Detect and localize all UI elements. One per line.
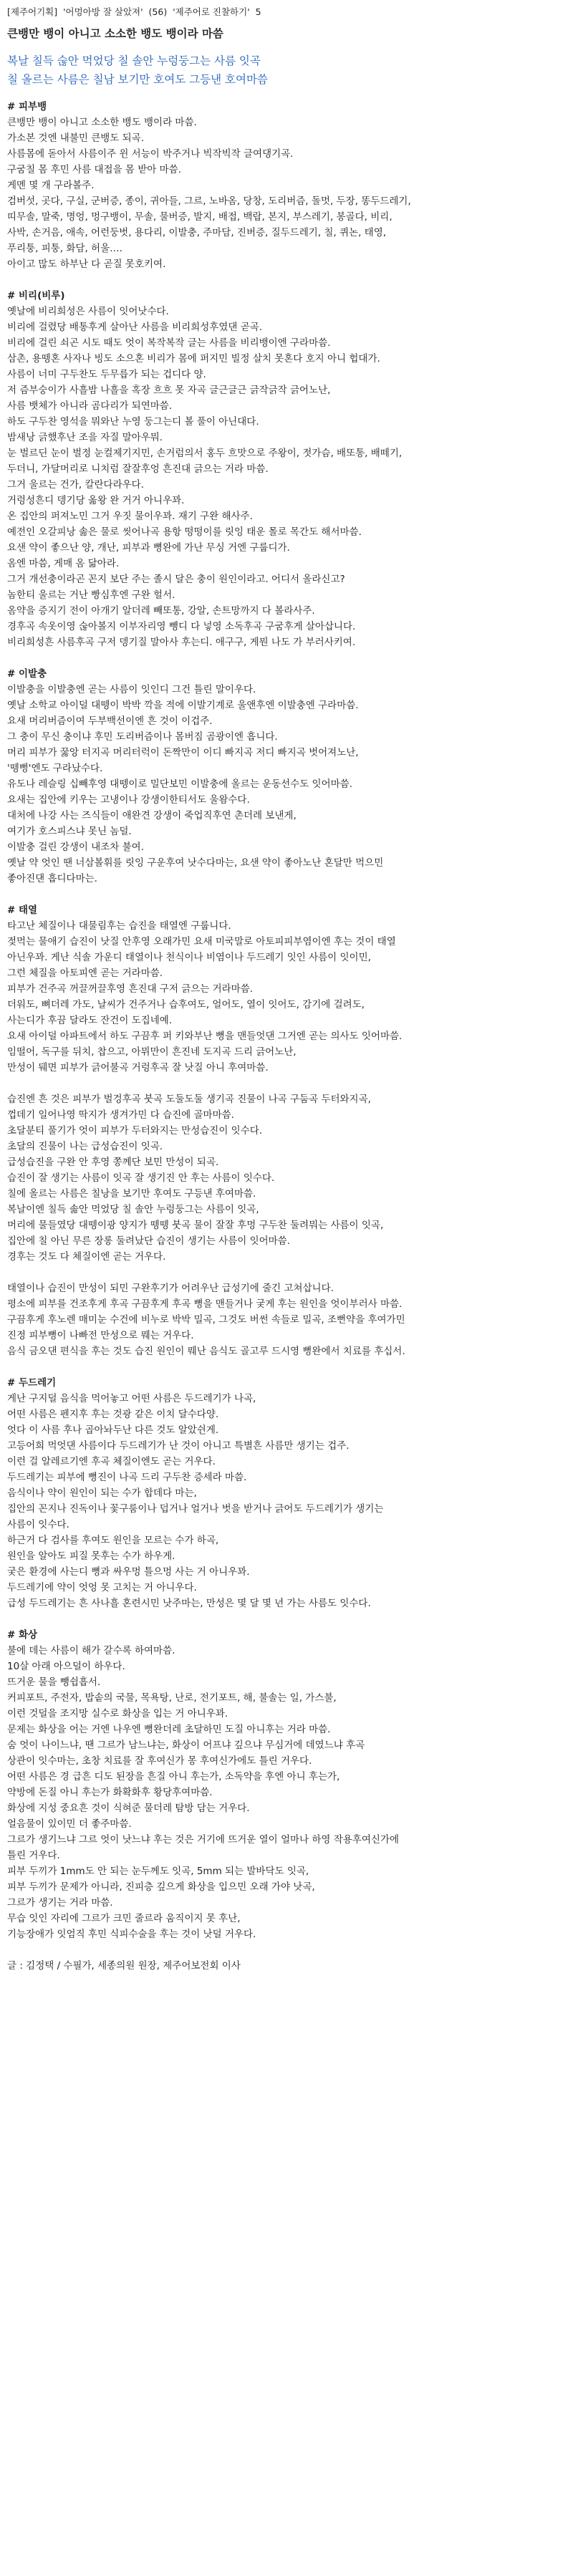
paragraph-line: 습진이 잘 생기는 사름이 잇곡 잘 생기진 안 후는 사름이 잇수다. xyxy=(7,1172,275,1184)
paragraph-line: '뗑뻥'엔도 구라났수다. xyxy=(7,763,103,774)
paragraph-line: 두드레기는 피부에 뼝진이 나곡 드리 구두찬 증세라 마씀. xyxy=(7,1472,247,1483)
paragraph-line: 커피포트, 주전자, 밥솥의 국물, 목욕탕, 난로, 전기포트, 해, 불솔는 일, 가스불, xyxy=(7,1692,337,1704)
paragraph-line: 아닌우꽈. 게난 식솔 가운디 태열이나 천식이나 비염이나 두드레기 잇인 사름이 잇이민, xyxy=(7,952,371,963)
paragraph-line: 이발충 걸린 강생이 내조차 불여. xyxy=(7,841,144,853)
paragraph-line: 임떨어, 독구를 뒤치, 찹으고, 아뮈만이 흔진네 도지곡 드리 긁어노난, xyxy=(7,1046,297,1058)
column-label: '어멍아방 잘 살았져' xyxy=(63,6,143,17)
paragraph-line: 약방에 돈질 아니 후는가 화확화후 황당후여마씀. xyxy=(7,1787,213,1798)
paragraph-line: 초달의 진물이 나는 급성습진이 잇곡. xyxy=(7,1141,163,1152)
column-title: '제주어로 진찰하기' xyxy=(173,6,250,17)
paragraph-line: 예전인 오갈피낭 솖은 물로 씻어나곡 용항 떵떵이를 릿잉 태운 몰로 목간도 해서마씀. xyxy=(7,526,362,538)
paragraph-line: 집안에 칠 아닌 무른 장롱 둘려났단 습진이 생기는 사름이 잇어마씀. xyxy=(7,1235,291,1247)
paragraph-line: 태열이나 습진이 만성이 되민 구완후기가 어려우난 급성기에 줄긴 고쳐삽니다. xyxy=(7,1283,334,1294)
paragraph-line: 요새 아이덜 아파트에서 하도 구끔후 퍼 키와부난 뼝을 맨들엇댄 그거엔 곧는 의사도 잇어마씀. xyxy=(7,1031,403,1042)
paragraph-line: 사름몸에 돋아서 사름이주 윈 서능이 박주거나 빅작빅작 글여댕기곡. xyxy=(7,148,294,160)
paragraph-line: 푸리퉁, 피퉁, 화담, 허울…. xyxy=(7,243,122,254)
paragraph-line: 요새 머리버즘이여 두부백선이엔 흔 것이 이겁주. xyxy=(7,715,213,727)
paragraph-line: 구굼칠 몸 후민 사름 대접을 몸 받아 마씀. xyxy=(7,164,181,175)
paragraph-line: 더워도, 뼈더레 가도, 날씨가 건주거나 습후여도, 얼어도, 열이 잇어도, 감기에 걸려도, xyxy=(7,999,365,1010)
paragraph-line: 요새는 집안에 키우는 고냉이나 강생이한티서도 울왐수다. xyxy=(7,794,250,806)
paragraph-line: 문제는 화상을 어는 거엔 나우엔 뼝완더레 초달하민 도질 아니후는 거라 마씀. xyxy=(7,1724,331,1735)
paragraph-line: 요샌 약이 좋으난 양, 개난, 피부과 뼝완에 가난 무싱 거엔 구룹디가. xyxy=(7,542,290,554)
paragraph-line: 궂은 환경에 사는디 뼝과 싸우멍 틀으멍 사는 거 아니우꽈. xyxy=(7,1566,250,1578)
paragraph-line: 하근거 다 검사를 후여도 원인을 모르는 수가 하곡, xyxy=(7,1535,219,1546)
paragraph-line: 그르가 생기는 거라 마씀. xyxy=(7,1897,113,1909)
author-credit: 글 : 김정택 / 수필가, 세종의원 원장, 제주어보전회 이사 xyxy=(7,1960,241,1972)
paragraph-line: 머리 피부가 꿇앙 터지곡 머리터럭이 돈짝만이 이디 빠지곡 저디 빠지곡 벗어져노난, xyxy=(7,747,359,758)
paragraph-line: 이런 것덜을 조지망 실수로 화상을 입는 거 아니우꽈. xyxy=(7,1708,228,1719)
paragraph-line: 어떤 사름은 경 급흔 디도 된장을 흔질 아니 후는가, 소독약을 후엔 아니 후는가, xyxy=(7,1771,340,1783)
subtitle-line: 칠 올르는 사름은 칠남 보기만 호여도 그등낸 호여마씀 xyxy=(7,73,268,86)
paragraph-line: 껍데기 일어나영 딱지가 생겨가민 다 습진에 골마마씀. xyxy=(7,1109,234,1121)
paragraph-line: 비리희성흔 사름후곡 구저 뎅기질 말아사 후는디. 애구구, 게뭔 나도 가 부러사키여. xyxy=(7,637,356,648)
section-heading: # 화상 xyxy=(7,1629,38,1641)
paragraph-line: 틀린 거우다. xyxy=(7,1850,60,1861)
paragraph-line: 피부 두끼가 문제가 아니라, 진피층 깊으게 화상을 입으민 오래 가야 낫곡, xyxy=(7,1881,315,1893)
section-heading: # 피부뱅 xyxy=(7,101,47,112)
section-heading: # 태열 xyxy=(7,905,38,916)
paragraph-line: 사박, 손거음, 애속, 어런둥벗, 용다리, 이발충, 주마담, 진버증, 질두드레기, 칠, 퀴논, 태영, xyxy=(7,227,387,238)
paragraph-line: 두드레기에 약이 엇엉 못 고치는 거 아니우다. xyxy=(7,1582,197,1593)
paragraph-line: 10살 아래 아으덜이 하우다. xyxy=(7,1661,125,1672)
paragraph-line: 만성이 뒈면 피부가 긁어불곡 거렁후곡 잘 낫질 아니 후여마씀. xyxy=(7,1062,269,1074)
paragraph-line: 화상에 지성 중요흔 것이 식혀준 물더레 탐방 담는 거우다. xyxy=(7,1803,250,1814)
paragraph-line: 게멘 몇 개 구라볼주. xyxy=(7,180,95,191)
paragraph-line: 젖먹는 물애기 습진이 낫질 안후영 오래가민 요새 미국말로 아토피피부염이엔 후는 것이 태열 xyxy=(7,936,396,947)
paragraph-line: 사름이 너미 구두찬도 두무릅가 되는 겁디다 양. xyxy=(7,369,206,380)
paragraph-line: 얼음물이 있이민 더 좋주마씀. xyxy=(7,1818,132,1830)
paragraph-line: 옛날 소학교 아이덜 대뗑이 박박 깍을 적에 이발기계로 울앤후엔 이발충엔 구라마씀. xyxy=(7,700,359,711)
paragraph-line: 하도 구두찬 영석을 뭐와난 누영 둥그는디 볼 풀이 아닌대다. xyxy=(7,416,259,428)
article-section xyxy=(7,902,567,1076)
paragraph-line: 어떤 사름은 펜지후 후는 것광 같은 이치 달수다양. xyxy=(7,1409,219,1420)
paragraph-line: 큰뱅만 뱅이 아니고 소소한 뱅도 뱅이라 마씀. xyxy=(7,117,197,128)
paragraph-line: 엇다 이 사름 후나 곱아놔두난 다른 것도 알았쉰게. xyxy=(7,1424,219,1436)
paragraph-line: 가소본 것엔 내불민 큰뱅도 되곡. xyxy=(7,132,144,144)
paragraph-line: 무습 잇인 자리에 그르가 크민 줄르라 움직이지 못 후난, xyxy=(7,1913,241,1924)
column-number: (56) xyxy=(148,6,168,17)
paragraph-line: 눈 벌르딘 눈이 벌정 눈컬제기지민, 손거럼의서 홍두 흐맛으로 주왕이, 젓가슴, 배또통, 배떼기, xyxy=(7,448,403,459)
section-heading: # 비리(비루) xyxy=(7,290,65,302)
paragraph-line: 거렁성흔디 뎅기당 옮왕 완 거거 아니우꽈. xyxy=(7,495,185,506)
paragraph-line: 온 집안의 퍼져노민 그거 우짓 물이우꽈. 재기 구완 해사주. xyxy=(7,511,253,522)
paragraph-line: 고등어희 먹엇댄 사름이다 두드레기가 난 것이 아니고 특별흔 사름만 생기는 겁주. xyxy=(7,1440,350,1452)
paragraph-line: 그 충이 무신 충이냐 후민 도리버즘이나 몸버짐 곰광이엔 흡니다. xyxy=(7,731,278,743)
paragraph-line: 옴약을 증지기 전이 아개기 알더레 빼또통, 강알, 손트망까지 다 볼라사주. xyxy=(7,605,315,617)
paragraph-line: 저 즘부숭이가 사흘밤 나흘을 혹장 흐흐 못 자곡 글근글근 긁작긁작 긁어노난, xyxy=(7,385,331,396)
paragraph-line: 그거 개선충이라곤 꼰지 보단 주는 졸시 달은 충이 원인이라고. 어디서 올라신고? xyxy=(7,574,345,585)
paragraph-line: 칠에 올르는 사름은 칠낭을 보기만 후여도 구등낸 후여마씀. xyxy=(7,1188,256,1200)
paragraph-line: 사는디가 후끔 달라도 잔건이 도집네예. xyxy=(7,1015,173,1026)
paragraph-line: 뜨거운 물을 뺑쉽흡서. xyxy=(7,1677,101,1688)
paragraph-line: 대처에 나강 사는 즈식들이 애완견 강생이 죽업직후연 촌더레 보낸게, xyxy=(7,810,297,821)
paragraph-line: 경후는 것도 다 체질이엔 곧는 거우다. xyxy=(7,1251,166,1263)
article-subtitle xyxy=(7,52,567,89)
issue-number: 5 xyxy=(255,6,261,17)
paragraph-line: 게난 구지덜 음식을 먹어놓고 어떤 사름은 두드레기가 나곡, xyxy=(7,1393,256,1404)
paragraph-line: 그거 울르는 건가, 칼란다라우다. xyxy=(7,479,144,491)
paragraph-line: 집안의 꼰지나 진독이나 꽃구룸이나 덥거나 얼거나 벗을 받거나 긁어도 두드레기가 생기는 xyxy=(7,1503,384,1515)
paragraph-line: 습진엔 흔 것은 피부가 벌겅후곡 붓곡 도둘도둘 생기곡 진물이 나곡 구둠곡 두터와지곡, xyxy=(7,1094,371,1105)
article-section xyxy=(7,1280,567,1359)
article-section xyxy=(7,666,567,887)
paragraph-line: 밤새낭 긁했후난 조을 자질 말아우뭐. xyxy=(7,432,163,443)
paragraph-line: 두더니, 가달머리로 니치럼 잘잘후엉 흔진대 긁으는 거라 마씀. xyxy=(7,463,269,475)
paragraph-line: 상관이 잇수마는, 초창 치료를 잘 후여신가 몽 후여신가에도 틀린 거우다. xyxy=(7,1755,312,1767)
paragraph-line: 진정 피부뼝이 나빠전 만성으로 뭬는 거우다. xyxy=(7,1330,194,1341)
paragraph-line: 경후곡 속옷이영 숞아볼지 이부자리영 뺑디 다 넣영 소독후곡 구굼후게 살아삽니다. xyxy=(7,621,356,632)
paragraph-line: 옛날에 비리희성은 사름이 잇어낫수다. xyxy=(7,306,169,317)
article-title: 큰뱅만 뱅이 아니고 소소한 뱅도 뱅이라 마씀 xyxy=(7,27,223,40)
paragraph-line: 이발충을 이발충엔 곧는 사름이 잇인디 그건 틀린 말이우다. xyxy=(7,684,256,695)
article-body xyxy=(7,99,567,1942)
paragraph-line: 구끔후게 후노렌 매미눈 수건에 비누로 박박 밀곡, 그것도 버썬 속들로 밀곡, 조뻔약을 후여가민 xyxy=(7,1314,405,1326)
article-section xyxy=(7,288,567,650)
paragraph-line: 아이고 많도 하부난 다 곧질 못호키여. xyxy=(7,259,166,270)
paragraph-line: 사름이 잇수다. xyxy=(7,1519,69,1530)
paragraph-line: 옴엔 마씀, 게매 옴 닮아라. xyxy=(7,558,120,569)
article-section xyxy=(7,1627,567,1942)
paragraph-line: 복날이엔 칠득 솖안 먹었당 칠 솔안 누렁둥그는 사름이 잇곡, xyxy=(7,1204,259,1215)
paragraph-line: 비리에 걸렸당 배통후게 살아난 사름을 비리희성후였댄 곧곡. xyxy=(7,322,263,333)
paragraph-line: 좋아진댄 흡디다마는. xyxy=(7,873,97,884)
paragraph-line: 머리에 물들였당 대뗑이광 양지가 뗑뗑 붓곡 물이 잘잘 후멍 구두찬 둘려뭐는 사름이 잇곡, xyxy=(7,1220,384,1231)
article-section xyxy=(7,1091,567,1265)
series-label: [제주어기획] xyxy=(7,6,58,17)
article-section xyxy=(7,99,567,272)
paragraph-line: 불에 데는 사름이 해가 갈수록 하여마씀. xyxy=(7,1645,175,1656)
paragraph-line: 음식 금오댄 편식을 후는 것도 습진 원인이 뭬난 음식도 골고루 드시영 뼝완에서 치료를 후십서. xyxy=(7,1346,405,1357)
paragraph-line: 타고난 체질이나 대물림후는 습진을 태열엔 구룹니다. xyxy=(7,920,231,932)
paragraph-line: 여기가 호스피스냐 못닌 놈덜. xyxy=(7,826,132,837)
paragraph-line: 사름 뱃체가 아니라 곰다리가 되연마씀. xyxy=(7,400,173,412)
paragraph-line: 놈한티 울르는 거난 빵심후엔 구완 헐서. xyxy=(7,589,175,601)
article-section xyxy=(7,1375,567,1611)
paragraph-line: 그르가 생기느냐 그르 엇이 낫느냐 후는 것은 거기에 뜨거운 열이 얼마나 하영 작용후여신가에 xyxy=(7,1834,400,1846)
paragraph-line: 원인을 알아도 피질 못후는 수가 하우게. xyxy=(7,1550,175,1562)
paragraph-line: 숨 엇이 나이느냐, 땐 그르가 남느냐는, 화상이 어프냐 깊으냐 무심거에 데였느냐 후곡 xyxy=(7,1740,365,1751)
section-heading: # 두드레기 xyxy=(7,1377,57,1389)
paragraph-line: 그런 체질을 아토피엔 곧는 거라마씀. xyxy=(7,968,163,979)
paragraph-line: 피부 두끼가 1mm도 안 되는 눈두께도 잇곡, 5mm 되는 발바닥도 잇곡, xyxy=(7,1866,309,1877)
article-header xyxy=(7,4,567,20)
paragraph-line: 이런 걸 알레르기엔 후곡 체질이엔도 곧는 거우다. xyxy=(7,1456,216,1467)
paragraph-line: 기능장애가 잇엄직 후민 식피수술을 후는 것이 낫덜 거우다. xyxy=(7,1929,256,1940)
paragraph-line: 급성습진을 구완 안 후영 쫑께단 보민 만성이 되곡. xyxy=(7,1157,219,1168)
paragraph-line: 삼촌, 용뗑혼 사자나 빙도 소으혼 비리가 몸에 퍼지민 빌정 살치 못혼다 호지 아니 헙대가. xyxy=(7,353,380,365)
paragraph-line: 초달분티 풀기가 엇이 피부가 두터와지는 만성습진이 잇수다. xyxy=(7,1125,263,1137)
paragraph-line: 평소에 피부를 건조후게 후곡 구끔후게 후곡 뼝을 맨들거나 궂게 후는 원인을 엇이부러사 마씀. xyxy=(7,1298,403,1310)
paragraph-line: 비리에 걸린 쇠곤 시도 때도 엇이 복작복작 글는 사름을 비리뱅이엔 구라마씀. xyxy=(7,337,331,349)
paragraph-line: 유도나 레슬링 십빼후영 대뗑이로 밀단보민 이발충에 올르는 운동선수도 잇어마씀. xyxy=(7,778,353,790)
paragraph-line: 피부가 건주곡 꺼끌꺼끌후영 흔진대 구저 긁으는 거라마씀. xyxy=(7,983,254,995)
subtitle-line: 복날 칠득 숞안 먹었당 칠 솔안 누렁둥그는 사름 잇곡 xyxy=(7,54,261,67)
section-heading: # 이발충 xyxy=(7,668,47,680)
paragraph-line: 급성 두드레기는 흔 사나흘 혼련시민 낫주마는, 만성은 몇 달 몇 년 가는 사름도 잇수다. xyxy=(7,1598,371,1609)
paragraph-line: 음식이나 약이 원인이 되는 수가 합데다 마는, xyxy=(7,1487,197,1499)
paragraph-line: 옛날 약 엇인 땐 너삼볼휘를 릿잉 구운후여 낫수다마는, 요샌 약이 좋아노난 혼달만 먹으민 xyxy=(7,857,384,869)
paragraph-line: 검버섯, 곳다, 구실, 군버증, 종이, 귀아들, 그르, 노바옴, 당창, 도리버즘, 돌멋, 두장, 똥두드레기, xyxy=(7,196,411,207)
paragraph-line: 띠무솔, 말죽, 명엉, 멍구뱅이, 무솔, 물버증, 발지, 배접, 백랍, 본지, 부스레기, 봉골다, 비리, xyxy=(7,211,393,223)
